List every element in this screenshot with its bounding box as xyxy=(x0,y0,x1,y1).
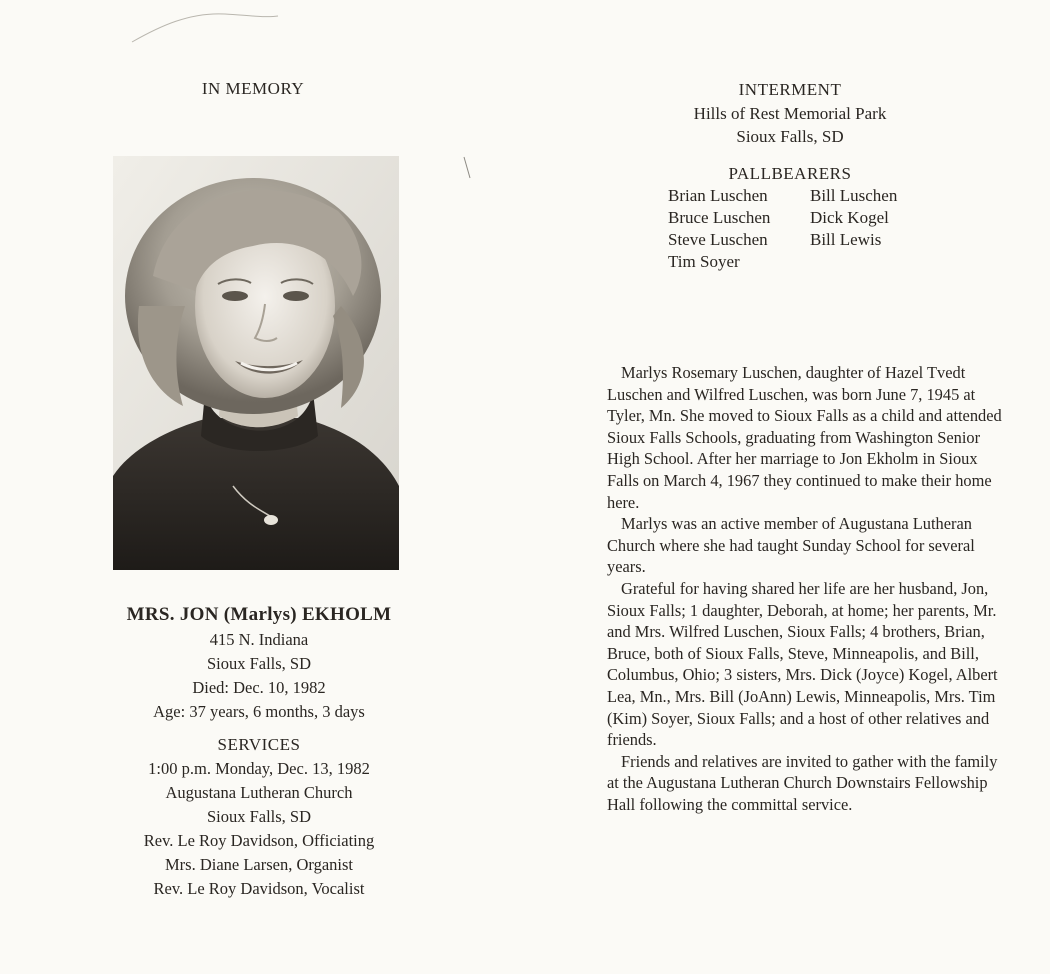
age-at-death: Age: 37 years, 6 months, 3 days xyxy=(153,702,365,721)
pallbearer: Bill Lewis xyxy=(810,230,882,249)
pallbearer: Tim Soyer xyxy=(668,252,740,271)
interment-section xyxy=(640,78,940,185)
pallbearer: Bruce Luschen xyxy=(668,208,771,227)
portrait-photo xyxy=(113,156,399,570)
date-of-death: Died: Dec. 10, 1982 xyxy=(192,678,326,697)
pencil-mark xyxy=(130,6,280,46)
pallbearer: Bill Luschen xyxy=(810,186,898,205)
portrait-image xyxy=(113,156,399,570)
services-line: Rev. Le Roy Davidson, Officiating xyxy=(143,831,375,850)
pallbearer: Steve Luschen xyxy=(668,230,768,249)
obituary-text xyxy=(607,362,1002,815)
obituary-paragraph: Friends and relatives are invited to gather with the family at the Augustana Lutheran Church Downstairs Fellowship Hall following the committal service. xyxy=(607,751,998,814)
address-line-1: 415 N. Indiana xyxy=(209,630,309,649)
services-line: Augustana Lutheran Church xyxy=(165,783,353,802)
pallbearers-list xyxy=(668,185,938,273)
interment-city: Sioux Falls, SD xyxy=(736,127,844,146)
pallbearer: Dick Kogel xyxy=(810,208,889,227)
interment-place: Hills of Rest Memorial Park xyxy=(693,103,887,123)
services-heading: SERVICES xyxy=(217,735,301,754)
services-line: Mrs. Diane Larsen, Organist xyxy=(164,855,354,874)
services-line: Rev. Le Roy Davidson, Vocalist xyxy=(153,879,365,898)
address-line-2: Sioux Falls, SD xyxy=(206,654,312,673)
deceased-name: MRS. JON (Marlys) EKHOLM xyxy=(126,604,392,625)
obituary-paragraph: Marlys Rosemary Luschen, daughter of Hazel Tvedt Luschen and Wilfred Luschen, was born June 7, 1945 at Tyler, Mn. She moved to Sioux Falls as a child and attended Sioux Falls Schools, graduating from Washington Senior High School. After her marriage to Jon Ekholm in Sioux Falls on March 4, 1967 they continued to make their home here. xyxy=(607,363,1002,512)
in-memory-heading: IN MEMORY xyxy=(201,79,305,98)
services-line: Sioux Falls, SD xyxy=(206,807,312,826)
pallbearers-heading: PALLBEARERS xyxy=(728,163,852,183)
stray-mark xyxy=(462,156,472,180)
obituary-paragraph: Grateful for having shared her life are her husband, Jon, Sioux Falls; 1 daughter, Deborah, at home; her parents, Mr. and Mrs. Wilfred Luschen, Sioux Falls; 4 brothers, Brian, Bruce, both of Sioux Falls, Steve, Minneapolis, and Bill, Columbus, Ohio; 3 sisters, Mrs. Dick (Joyce) Kogel, Albert Lea, Mn., Mrs. Bill (JoAnn) Lewis, Minneapolis, Mrs. Tim (Kim) Soyer, Sioux Falls; and a host of other relatives and friends. xyxy=(607,578,998,750)
deceased-info xyxy=(100,603,418,901)
obituary-paragraph: Marlys was an active member of Augustana Lutheran Church where she had taught Sunday School for several years. xyxy=(607,514,975,577)
services-line: 1:00 p.m. Monday, Dec. 13, 1982 xyxy=(148,759,370,778)
interment-heading: INTERMENT xyxy=(738,80,842,99)
pallbearer: Brian Luschen xyxy=(668,186,768,205)
